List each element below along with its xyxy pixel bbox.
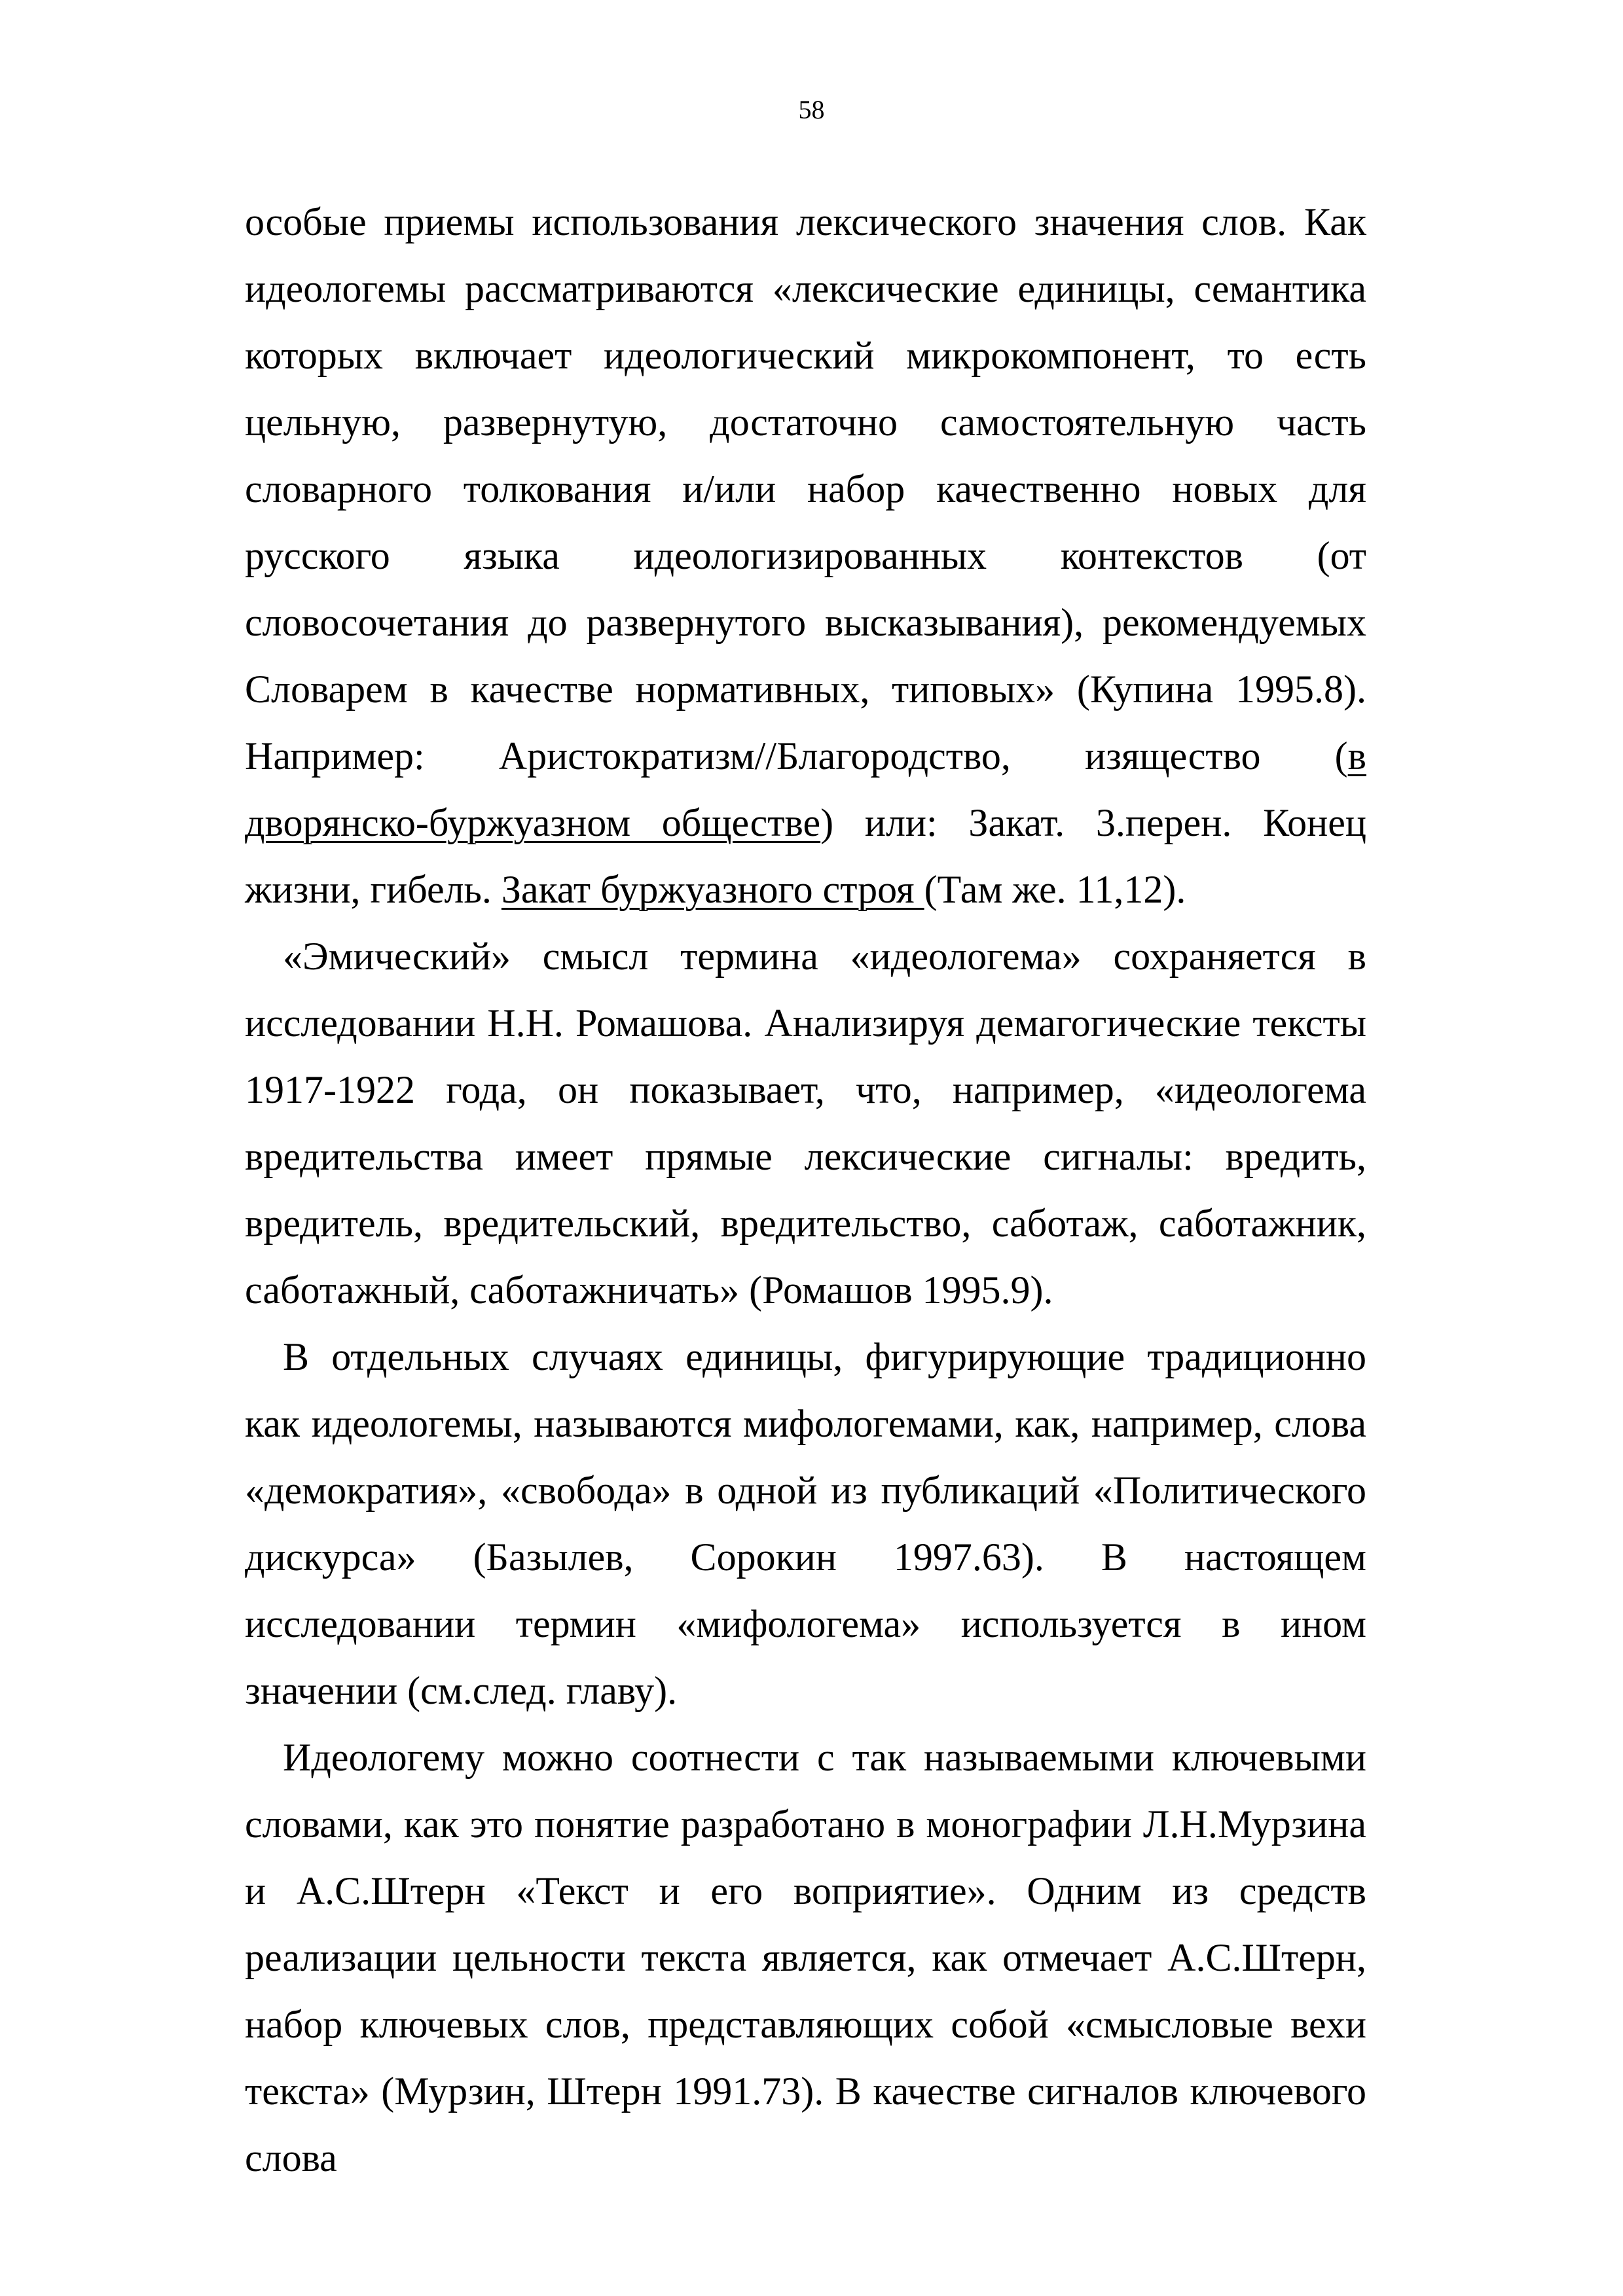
paragraph-1 (245, 188, 1366, 923)
paragraph-1-text-1: особые приемы использования лексического значения слов. Как идеологемы рассматриваются «лексические единицы, семантика которых включает идеологический микрокомпонент, то есть цельную, развернутую, достаточно самостоятельную часть словарного толкования и/или набор качественно новых для русского языка идеологизированных контекстов (от словосочетания до развернутого высказывания), рекомендуемых Словарем в качестве нормативных, типовых» (Купина 1995.8). Например: Аристократизм//Благородство, изящество ( (245, 200, 1366, 778)
paragraph-1-text-3: (Там же. 11,12). (924, 868, 1186, 911)
paragraph-2 (245, 923, 1366, 1323)
paragraph-2-text: «Эмический» смысл термина «идеологема» сохраняется в исследовании Н.Н. Ромашова. Анализируя демагогические тексты 1917-1922 года, он показывает, что, например, «идеологема вредительства имеет прямые лексические сигналы: вредить, вредитель, вредительский, вредительство, саботаж, саботажник, саботажный, саботажничать» (Ромашов 1995.9). (245, 935, 1366, 1312)
paragraph-1-text-2: ) или: Закат. 3.перен. Конец жизни, гибель. (245, 801, 1366, 911)
body-text (245, 188, 1366, 2191)
paragraph-1-underlined-phrase-1: в дворянско-буржуазном обществе (245, 734, 1366, 844)
paragraph-1-underlined-phrase-2: Закат буржуазного строя (501, 868, 924, 911)
paragraph-3-text: В отдельных случаях единицы, фигурирующие традиционно как идеологемы, называются мифологемами, как, например, слова «демократия», «свобода» в одной из публикаций «Политического дискурса» (Базылев, Сорокин 1997.63). В настоящем исследовании термин «мифологема» используется в ином значении (см.след. главу). (245, 1335, 1366, 1712)
page-number: 58 (798, 95, 825, 124)
paragraph-3 (245, 1323, 1366, 1724)
paragraph-4 (245, 1724, 1366, 2191)
paragraph-4-text: Идеологему можно соотнести с так называемыми ключевыми словами, как это понятие разработано в монографии Л.Н.Мурзина и А.С.Штерн «Текст и его воприятие». Одним из средств реализации цельности текста является, как отмечает А.С.Штерн, набор ключевых слов, представляющих собой «смысловые вехи текста» (Мурзин, Штерн 1991.73). В качестве сигналов ключевого слова (245, 1736, 1366, 2179)
